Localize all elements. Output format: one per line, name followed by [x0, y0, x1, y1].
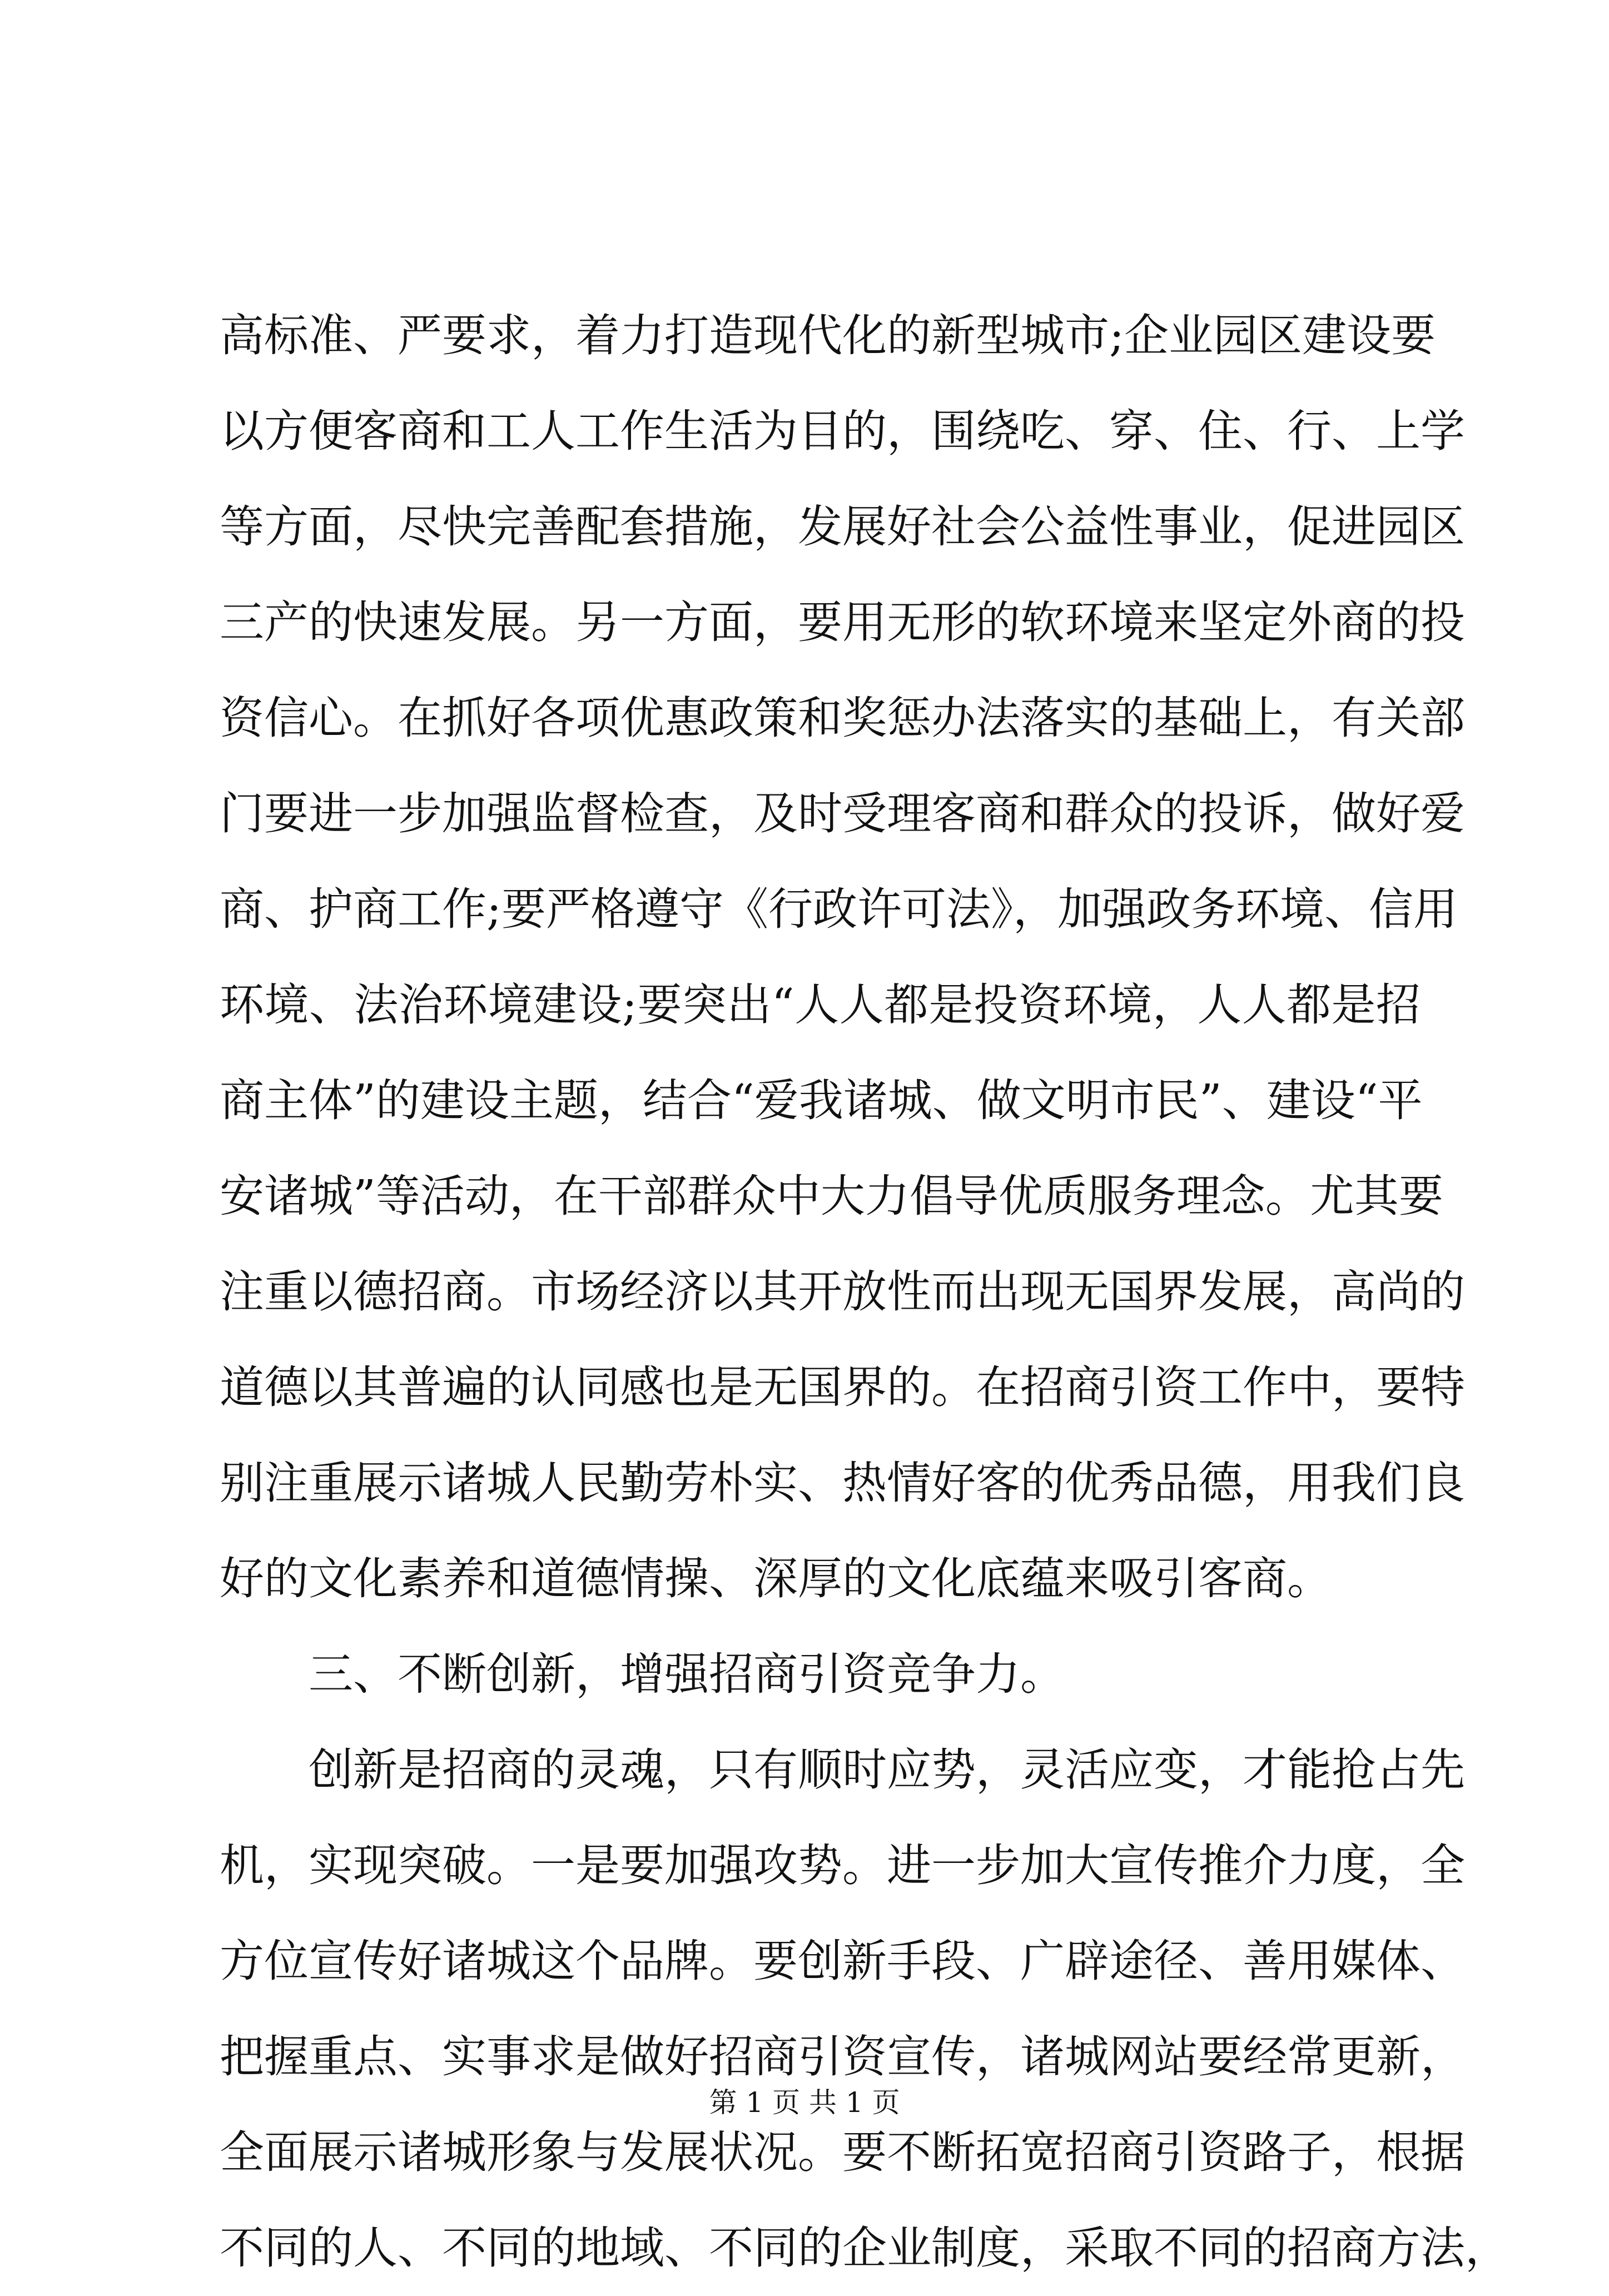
section-heading: 三、不断创新，增强招商引资竞争力。	[309, 1648, 1065, 1700]
text-line: 三产的快速发展。另一方面，要用无形的软环境来坚定外商的投	[220, 597, 1465, 648]
text-line: 商主体”的建设主题，结合“爱我诸城、做文明市民”、建设“平	[220, 1075, 1423, 1126]
text-line: 等方面，尽快完善配套措施，发展好社会公益性事业，促进园区	[220, 501, 1465, 553]
text-line: 门要进一步加强监督检查，及时受理客商和群众的投诉，做好爱	[220, 788, 1465, 839]
text-line: 把握重点、实事求是做好招商引资宣传，诸城网站要经常更新，	[220, 2031, 1465, 2083]
text-line: 全面展示诸城形象与发展状况。要不断拓宽招商引资路子，根据	[220, 2126, 1465, 2178]
text-line: 道德以其普遍的认同感也是无国界的。在招商引资工作中，要特	[220, 1361, 1465, 1413]
text-line: 别注重展示诸城人民勤劳朴实、热情好客的优秀品德，用我们良	[220, 1457, 1465, 1509]
text-line: 安诸城”等活动，在干部群众中大力倡导优质服务理念。尤其要	[220, 1170, 1443, 1222]
text-line: 商、护商工作;要严格遵守《行政许可法》，加强政务环境、信用	[220, 883, 1458, 935]
text-line: 好的文化素养和道德情操、深厚的文化底蕴来吸引客商。	[220, 1553, 1332, 1604]
page-footer: 第 1 页 共 1 页	[709, 2086, 900, 2119]
body-text	[220, 288, 1509, 2296]
text-line: 机，实现突破。一是要加强攻势。进一步加大宣传推介力度，全	[220, 1840, 1465, 1891]
text-line: 方位宣传好诸城这个品牌。要创新手段、广辟途径、善用媒体、	[220, 1935, 1465, 1987]
text-line: 不同的人、不同的地域、不同的企业制度，采取不同的招商方法，	[220, 2222, 1509, 2274]
text-line: 注重以德招商。市场经济以其开放性而出现无国界发展，高尚的	[220, 1266, 1465, 1318]
text-line: 创新是招商的灵魂，只有顺时应势，灵活应变，才能抢占先	[309, 1744, 1465, 1796]
text-line: 以方便客商和工人工作生活为目的，围绕吃、穿、住、行、上学	[220, 405, 1465, 457]
text-line: 资信心。在抓好各项优惠政策和奖惩办法落实的基础上，有关部	[220, 692, 1465, 744]
text-line: 环境、法治环境建设;要突出“人人都是投资环境，人人都是招	[220, 979, 1421, 1031]
text-line: 高标准、严要求，着力打造现代化的新型城市;企业园区建设要	[220, 310, 1436, 361]
